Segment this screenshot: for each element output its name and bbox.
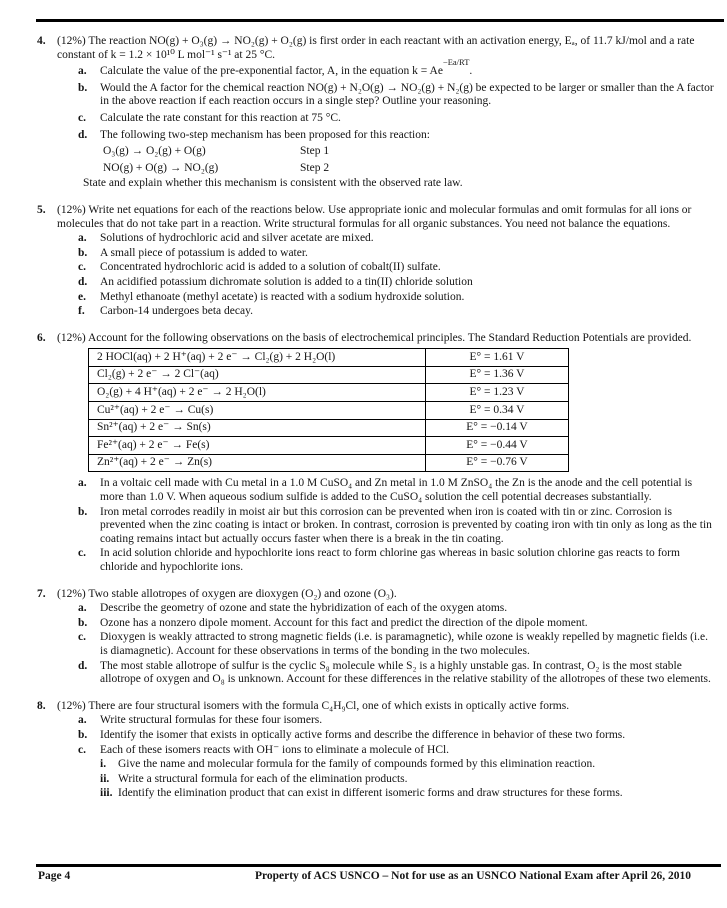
potential-cell: E° = 0.34 V — [426, 402, 569, 420]
sub-item-label: b. — [78, 616, 88, 629]
table-row — [89, 384, 569, 402]
sub-item-a — [78, 232, 715, 246]
sub-item-text: The following two-step mechanism has been proposed for this reaction: — [100, 128, 430, 141]
half-reaction-cell: Fe²⁺(aq) + 2 e⁻ → Fe(s) — [89, 437, 426, 455]
table-row — [89, 349, 569, 367]
sub-item-text: Dioxygen is weakly attracted to strong magnetic fields (i.e. is paramagnetic), while ozone is weakly repelled by magnetic fields (i.e. is diamagnetic). Account for these observations in terms of the bonding in the two molecules. — [100, 631, 709, 657]
question-number: 7. — [37, 587, 46, 600]
question-number: 5. — [37, 203, 46, 216]
sub-item-label: e. — [78, 290, 86, 303]
question-intro: (12%) Write net equations for each of the reactions below. Use appropriate ionic and molecular formulas and omit formulas for all ions or molecules that do not take part in a reaction. Write structural formulas for all organic substances. You need not balance the equations. — [57, 203, 692, 230]
sub-item-label: b. — [78, 505, 88, 518]
sub-item-text: Identify the isomer that exists in optically active forms and describe the difference in behavior of these two forms. — [100, 728, 626, 741]
step-equation: NO(g) + O(g) → NO₂(g) — [103, 161, 219, 174]
sub-item-c — [78, 112, 715, 126]
question-5 — [37, 204, 715, 319]
question-8 — [37, 700, 715, 801]
sub-item-label: d. — [78, 275, 88, 288]
sub-item-b — [78, 247, 715, 261]
sub-item-text: Each of these isomers reacts with OH⁻ ions to eliminate a molecule of HCl. — [100, 743, 450, 756]
page-number-label: Page 4 — [38, 870, 71, 882]
question-body — [57, 332, 715, 575]
roman-item-i — [100, 758, 715, 772]
sub-item-b — [78, 729, 715, 743]
question-4 — [37, 35, 715, 191]
table-row — [89, 454, 569, 472]
question-number: 4. — [37, 35, 46, 47]
reduction-potentials-table — [88, 348, 569, 472]
half-reaction-cell: Zn²⁺(aq) + 2 e⁻ → Zn(s) — [89, 454, 426, 472]
sub-item-label: c. — [78, 261, 86, 274]
sub-item-b — [78, 617, 715, 631]
sub-item-d — [78, 129, 715, 143]
sub-item-text: Calculate the rate constant for this reaction at 75 °C. — [100, 111, 341, 124]
sub-item-a — [78, 602, 715, 616]
roman-item-iii — [100, 787, 715, 801]
question-intro: (12%) There are four structural isomers with the formula C₄H₉Cl, one of which exists in optically active forms. — [57, 699, 570, 712]
half-reaction-cell: Sn²⁺(aq) + 2 e⁻ → Sn(s) — [89, 419, 426, 437]
sub-item-label: c. — [78, 743, 86, 756]
exponent-text: −Ea/RT — [442, 57, 470, 68]
sub-item-label: a. — [78, 65, 87, 78]
potential-cell: E° = −0.44 V — [426, 437, 569, 455]
sub-item-text: A small piece of potassium is added to water. — [100, 246, 308, 259]
roman-item-text: Write a structural formula for each of the elimination products. — [118, 772, 408, 785]
roman-item-label: ii. — [100, 772, 110, 785]
sub-item-label: b. — [78, 81, 88, 94]
sub-item-a — [78, 714, 715, 728]
footer-property-text: Property of ACS USNCO – Not for use as an USNCO National Exam after April 26, 2010 — [254, 870, 691, 882]
top-rule — [36, 19, 724, 22]
sub-item-label: a. — [78, 714, 87, 727]
question-number: 8. — [37, 699, 46, 712]
potential-cell: E° = 1.36 V — [426, 366, 569, 384]
question-body — [57, 700, 715, 801]
mechanism-step-2 — [103, 162, 715, 176]
sub-item-text: Carbon-14 undergoes beta decay. — [100, 305, 253, 318]
mechanism-step-1 — [103, 145, 715, 159]
sub-item-text: An acidified potassium dichromate solution is added to a tin(II) chloride solution — [100, 275, 473, 288]
sub-item-c — [78, 744, 715, 801]
sub-item-b — [78, 506, 715, 547]
sub-item-text: Methyl ethanoate (methyl acetate) is reacted with a sodium hydroxide solution. — [100, 290, 465, 303]
table-row — [89, 366, 569, 384]
sub-item-label: b. — [78, 246, 88, 259]
half-reaction-cell: O₂(g) + 4 H⁺(aq) + 2 e⁻ → 2 H₂O(l) — [89, 384, 426, 402]
half-reaction-cell: 2 HOCl(aq) + 2 H⁺(aq) + 2 e⁻ → Cl₂(g) + 2 H₂O(l) — [89, 349, 426, 367]
sub-item-label: a. — [78, 602, 87, 615]
sub-item-text: Solutions of hydrochloric acid and silver acetate are mixed. — [100, 232, 374, 245]
sub-item-text: Concentrated hydrochloric acid is added to a solution of cobalt(II) sulfate. — [100, 261, 441, 274]
table-row — [89, 437, 569, 455]
step-label: Step 2 — [300, 161, 330, 174]
sub-item-c — [78, 547, 715, 574]
sub-item-text: Write structural formulas for these four isomers. — [100, 714, 323, 727]
sub-item-a — [78, 57, 715, 79]
roman-item-label: iii. — [100, 787, 113, 800]
question-body — [57, 588, 715, 687]
half-reaction-cell: Cl₂(g) + 2 e⁻ → 2 Cl⁻(aq) — [89, 366, 426, 384]
sub-item-a — [78, 477, 715, 504]
question-6 — [37, 332, 715, 575]
sub-item-b — [78, 82, 715, 109]
sub-item-text-block — [100, 744, 715, 801]
roman-item-text: Give the name and molecular formula for the family of compounds formed by this elimination reaction. — [118, 758, 596, 771]
question-body — [57, 204, 715, 319]
sub-item-label: f. — [78, 305, 85, 318]
mechanism-closing-text: State and explain whether this mechanism is consistent with the observed rate law. — [83, 177, 463, 190]
sub-item-c — [78, 631, 715, 658]
exam-page-content — [37, 35, 715, 801]
roman-item-ii — [100, 773, 715, 787]
page-footer — [36, 864, 721, 884]
table-row — [89, 402, 569, 420]
roman-item-text: Identify the elimination product that can exist in different isomeric forms and draw structures for these forms. — [118, 787, 623, 800]
potential-cell: E° = 1.23 V — [426, 384, 569, 402]
sub-item-text: The most stable allotrope of sulfur is the cyclic S₈ molecule while S₂ is a highly unstable gas. In contrast, O₂ is the most stable allotrope of oxygen and O₈ is unknown. Account for these differences in the relative stability of the allotropes of these two elements. — [100, 659, 711, 686]
sub-item-text: Ozone has a nonzero dipole moment. Account for this fact and predict the direction of the dipole moment. — [100, 616, 588, 629]
sub-item-text: Iron metal corrodes readily in moist air but this corrosion can be prevented when iron is coated with tin or zinc. Corrosion is prevented when the zinc coating is intact or broken. In contrast, corrosion is prevented by coating iron with tin only as long as the tin coating remains intact but actually occurs faster when there is a break in the tin coating. — [100, 505, 712, 545]
sub-item-text: In acid solution chloride and hypochlorite ions react to form chlorine gas whereas in basic solution chlorine gas reacts to form chloride and hypochlorite ions. — [100, 547, 680, 573]
sub-item-label: d. — [78, 128, 88, 141]
potential-cell: E° = −0.14 V — [426, 419, 569, 437]
sub-item-label: c. — [78, 631, 86, 644]
question-intro: (12%) The reaction NO(g) + O₃(g) → NO₂(g) + O₂(g) is first order in each reactant with an activation energy, Eₐ, of 11.7 kJ/mol and a rate constant of k = 1.2 × 10¹⁰ L mol⁻¹ s⁻¹ at 25 °C. — [57, 35, 695, 61]
sub-item-text: Would the A factor for the chemical reaction NO(g) + N₂O(g) → NO₂(g) + N₂(g) be expected to be larger or smaller than the A factor in the above reaction if each reaction occurs in a single step? Outline your reasoning. — [100, 81, 714, 108]
potential-cell: E° = −0.76 V — [426, 454, 569, 472]
sub-item-d — [78, 660, 715, 687]
sub-item-label: d. — [78, 659, 88, 672]
sub-item-label: b. — [78, 728, 88, 741]
sub-item-text: In a voltaic cell made with Cu metal in a 1.0 M CuSO₄ and Zn metal in 1.0 M ZnSO₄ the Zn is the anode and the cell potential is more than 1.0 V. When aqueous sodium sulfide is added to the CuSO₄ solution the cell potential decreases substantially. — [100, 477, 693, 504]
sub-item-text — [100, 57, 715, 79]
potential-cell: E° = 1.61 V — [426, 349, 569, 367]
roman-item-label: i. — [100, 758, 107, 771]
half-reaction-cell: Cu²⁺(aq) + 2 e⁻ → Cu(s) — [89, 402, 426, 420]
question-intro: (12%) Account for the following observations on the basis of electrochemical principles. The Standard Reduction Potentials are provided. — [57, 331, 692, 344]
sub-item-label: a. — [78, 232, 87, 245]
step-label: Step 1 — [300, 145, 330, 158]
equation-post-text: . — [469, 65, 473, 78]
question-intro: (12%) Two stable allotropes of oxygen are dioxygen (O₂) and ozone (O₃). — [57, 587, 397, 600]
mechanism-block — [57, 145, 715, 191]
sub-item-d — [78, 276, 715, 290]
equation-pre-text: Calculate the value of the pre-exponential factor, A, in the equation k = Ae — [100, 65, 443, 78]
sub-item-c — [78, 261, 715, 275]
sub-item-e — [78, 291, 715, 305]
sub-item-label: a. — [78, 477, 87, 490]
sub-item-f — [78, 305, 715, 319]
step-equation: O₃(g) → O₂(g) + O(g) — [103, 145, 206, 158]
question-7 — [37, 588, 715, 687]
sub-item-text: Describe the geometry of ozone and state the hybridization of each of the oxygen atoms. — [100, 602, 508, 615]
table-row — [89, 419, 569, 437]
sub-item-label: c. — [78, 547, 86, 560]
question-number: 6. — [37, 331, 46, 344]
question-body — [57, 35, 715, 191]
sub-item-label: c. — [78, 111, 86, 124]
